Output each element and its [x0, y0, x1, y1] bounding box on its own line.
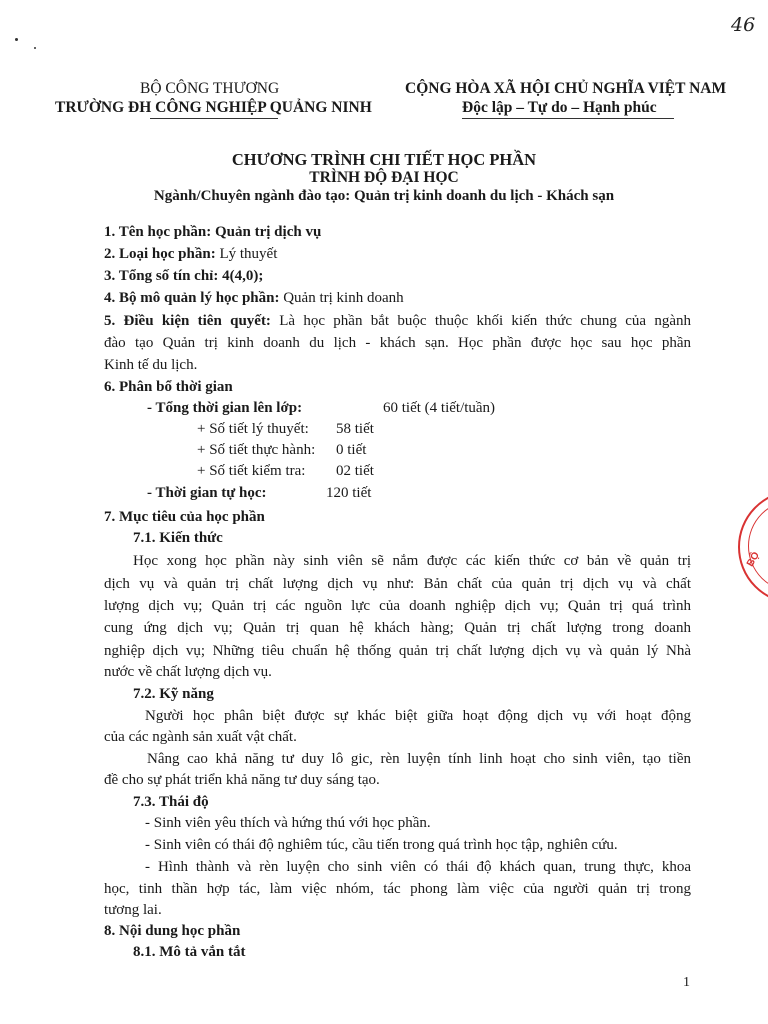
major-line: Ngành/Chuyên ngành đào tạo: Quản trị kinh doanh du lịch - Khách sạn [153, 188, 615, 204]
self-study-label: - Thời gian tự học: [147, 485, 267, 501]
attitude-line: - Hình thành và rèn luyện cho sinh viên có thái độ khách quan, trung thực, khoa [145, 859, 691, 875]
handwritten-page-number: 46 [731, 14, 756, 36]
exam-hours-label: + Số tiết kiểm tra: [197, 463, 306, 479]
item-4: 4. Bộ mô quản lý học phần: Quản trị kinh doanh [104, 290, 404, 306]
skills-line: Người học phân biệt được sự khác biệt giữa hoạt động dịch vụ với hoạt động [145, 708, 691, 724]
practice-hours-value: 0 tiết [336, 442, 367, 458]
theory-hours-label: + Số tiết lý thuyết: [197, 421, 309, 437]
item-5-line: 5. Điều kiện tiên quyết: Là học phần bắt buộc thuộc khối kiến thức chung của ngành [104, 313, 691, 329]
item-8-1: 8.1. Mô tả vắn tắt [133, 944, 246, 960]
item-5-line: Kinh tế du lịch. [104, 357, 198, 373]
total-hours-label: - Tổng thời gian lên lớp: [147, 400, 303, 416]
attitude-line: tương lai. [104, 902, 162, 918]
exam-hours-value: 02 tiết [336, 463, 374, 479]
item-8: 8. Nội dung học phần [104, 923, 241, 939]
attitude-line: - Sinh viên yêu thích và hứng thú với học phần. [145, 815, 431, 831]
item-7: 7. Mục tiêu của học phần [104, 509, 265, 525]
practice-hours-label: + Số tiết thực hành: [197, 442, 316, 458]
item-7-2: 7.2. Kỹ năng [133, 686, 214, 702]
item-5 [104, 310, 691, 333]
red-seal-text: BỘ [744, 550, 763, 569]
item-6: 6. Phân bổ thời gian [104, 379, 233, 395]
header-underline-right [462, 118, 674, 119]
knowledge-line: Học xong học phần này sinh viên sẽ nắm được các kiến thức cơ bản về quản trị [133, 553, 691, 569]
knowledge-line: dịch vụ và quản trị chất lượng dịch vụ như: Bản chất của quản trị dịch vụ và chất [104, 576, 691, 592]
skills-line: của các ngành sản xuất vật chất. [104, 729, 297, 745]
item-1: 1. Tên học phần: Quản trị dịch vụ [104, 224, 322, 240]
attitude-line: - Sinh viên có thái độ nghiêm túc, cầu tiến trong quá trình học tập, nghiên cứu. [145, 837, 618, 853]
knowledge-line: cung ứng dịch vụ; Quản trị quan hệ khách hàng; Quản trị chất lượng trong doanh [104, 620, 691, 636]
education-level: TRÌNH ĐỘ ĐẠI HỌC [309, 169, 459, 186]
nation-motto: Độc lập – Tự do – Hạnh phúc [462, 99, 657, 116]
total-hours-value: 60 tiết (4 tiết/tuần) [383, 400, 496, 416]
self-study-value: 120 tiết [326, 485, 372, 501]
attitude-line: học, tinh thần hợp tác, làm việc nhóm, tác phong làm việc của người quản trị trong [104, 881, 691, 897]
header-underline-left [150, 118, 278, 119]
ministry-name: BỘ CÔNG THƯƠNG [140, 80, 280, 97]
item-7-1: 7.1. Kiến thức [133, 530, 223, 546]
red-seal-inner-ring [748, 500, 768, 592]
university-name: TRƯỜNG ĐH CÔNG NGHIỆP QUẢNG NINH [55, 99, 372, 116]
knowledge-line: nước về chất lượng dịch vụ. [104, 664, 272, 680]
skills-line: Nâng cao khả năng tư duy lô gic, rèn luyện tính linh hoạt cho sinh viên, tạo tiền [147, 751, 691, 767]
scan-speck [34, 47, 36, 49]
knowledge-line: lượng dịch vụ; Quản trị các nguồn lực của doanh nghiệp dịch vụ; Quản trị quá trình [104, 598, 691, 614]
nation-title: CỘNG HÒA XÃ HỘI CHỦ NGHĨA VIỆT NAM [405, 80, 727, 97]
item-2: 2. Loại học phần: Lý thuyết [104, 246, 278, 262]
item-5-line: đào tạo Quản trị kinh doanh du lịch - khách sạn. Học phần được học sau học phần [104, 335, 691, 351]
red-seal-stamp [738, 490, 768, 604]
page-number: 1 [683, 975, 690, 990]
scan-speck [15, 38, 18, 41]
theory-hours-value: 58 tiết [336, 421, 374, 437]
item-3: 3. Tổng số tín chỉ: 4(4,0); [104, 268, 264, 284]
item-7-3: 7.3. Thái độ [133, 794, 209, 810]
knowledge-line: nghiệp dịch vụ; Những tiêu chuẩn hệ thống quản trị chất lượng dịch vụ và quản lý Nhà [104, 643, 691, 659]
skills-line: đề cho sự phát triển khả năng tư duy sáng tạo. [104, 772, 380, 788]
document-title: CHƯƠNG TRÌNH CHI TIẾT HỌC PHẦN [231, 150, 537, 169]
